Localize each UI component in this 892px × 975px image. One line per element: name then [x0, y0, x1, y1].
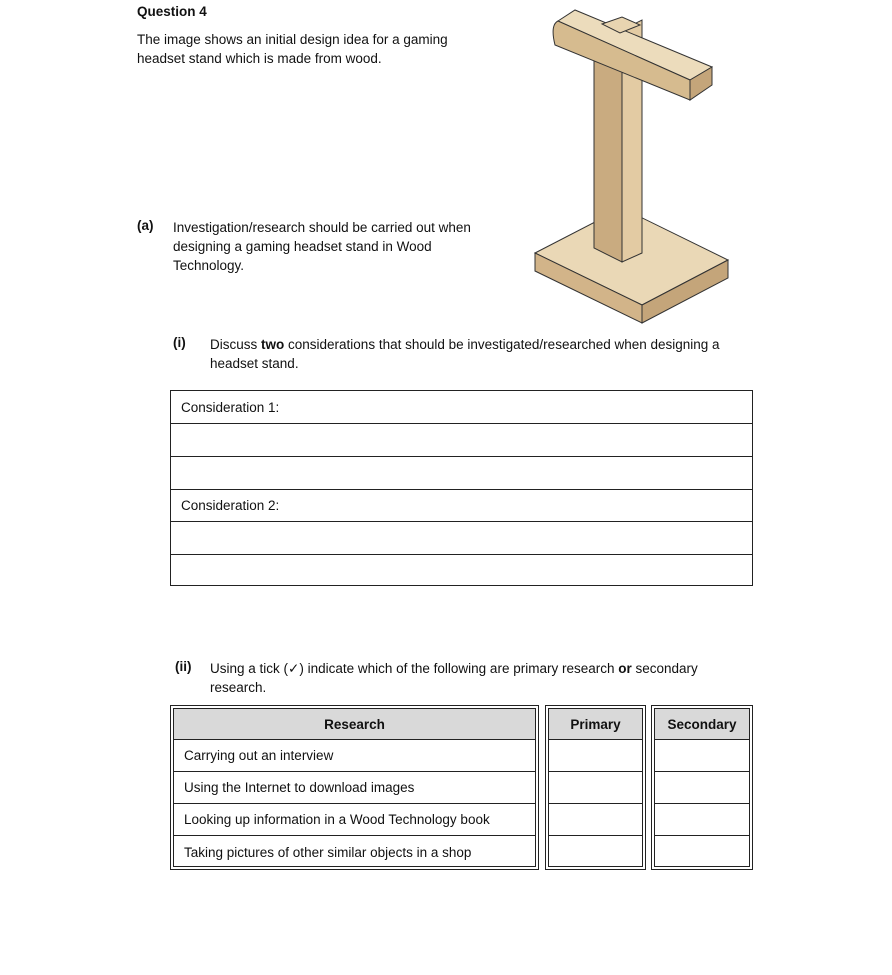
secondary-tick-cell[interactable]	[655, 836, 749, 868]
part-ii-label: (ii)	[175, 659, 192, 674]
headset-stand-image	[530, 5, 730, 325]
research-row: Looking up information in a Wood Technology book	[174, 804, 535, 836]
secondary-tick-cell[interactable]	[655, 772, 749, 804]
research-header: Research	[174, 709, 535, 740]
research-row: Using the Internet to download images	[174, 772, 535, 804]
answer-line	[171, 489, 752, 490]
primary-tick-cell[interactable]	[549, 804, 642, 836]
primary-tick-cell[interactable]	[549, 740, 642, 772]
primary-tick-cell[interactable]	[549, 836, 642, 868]
question-heading: Question 4	[137, 4, 207, 19]
primary-tick-cell[interactable]	[549, 772, 642, 804]
part-i-label: (i)	[173, 335, 186, 350]
primary-column	[545, 705, 646, 870]
answer-line	[171, 423, 752, 424]
secondary-header: Secondary	[655, 709, 749, 740]
secondary-tick-cell[interactable]	[655, 740, 749, 772]
consideration-2-label: Consideration 2:	[181, 498, 280, 513]
research-row: Taking pictures of other similar objects in a shop	[184, 844, 472, 860]
part-a-text: Investigation/research should be carried out when designing a gaming headset stand in Wood Technology.	[173, 220, 471, 273]
research-row: Carrying out an interview	[174, 740, 535, 772]
secondary-tick-cell[interactable]	[655, 804, 749, 836]
consideration-1-label: Consideration 1:	[181, 400, 280, 415]
answer-line	[171, 521, 752, 522]
primary-header: Primary	[549, 709, 642, 740]
secondary-column	[651, 705, 753, 870]
part-ii-text: Using a tick (✓) indicate which of the following are primary research or secondary research.	[210, 661, 698, 695]
answer-line	[171, 554, 752, 555]
answer-line	[171, 456, 752, 457]
question-intro: The image shows an initial design idea for a gaming headset stand which is made from wood.	[137, 32, 448, 66]
research-column	[170, 705, 539, 870]
considerations-answer-box[interactable]	[170, 390, 753, 586]
part-i-text: Discuss two considerations that should be investigated/researched when designing a headset stand.	[210, 337, 720, 371]
part-a-label: (a)	[137, 218, 154, 233]
